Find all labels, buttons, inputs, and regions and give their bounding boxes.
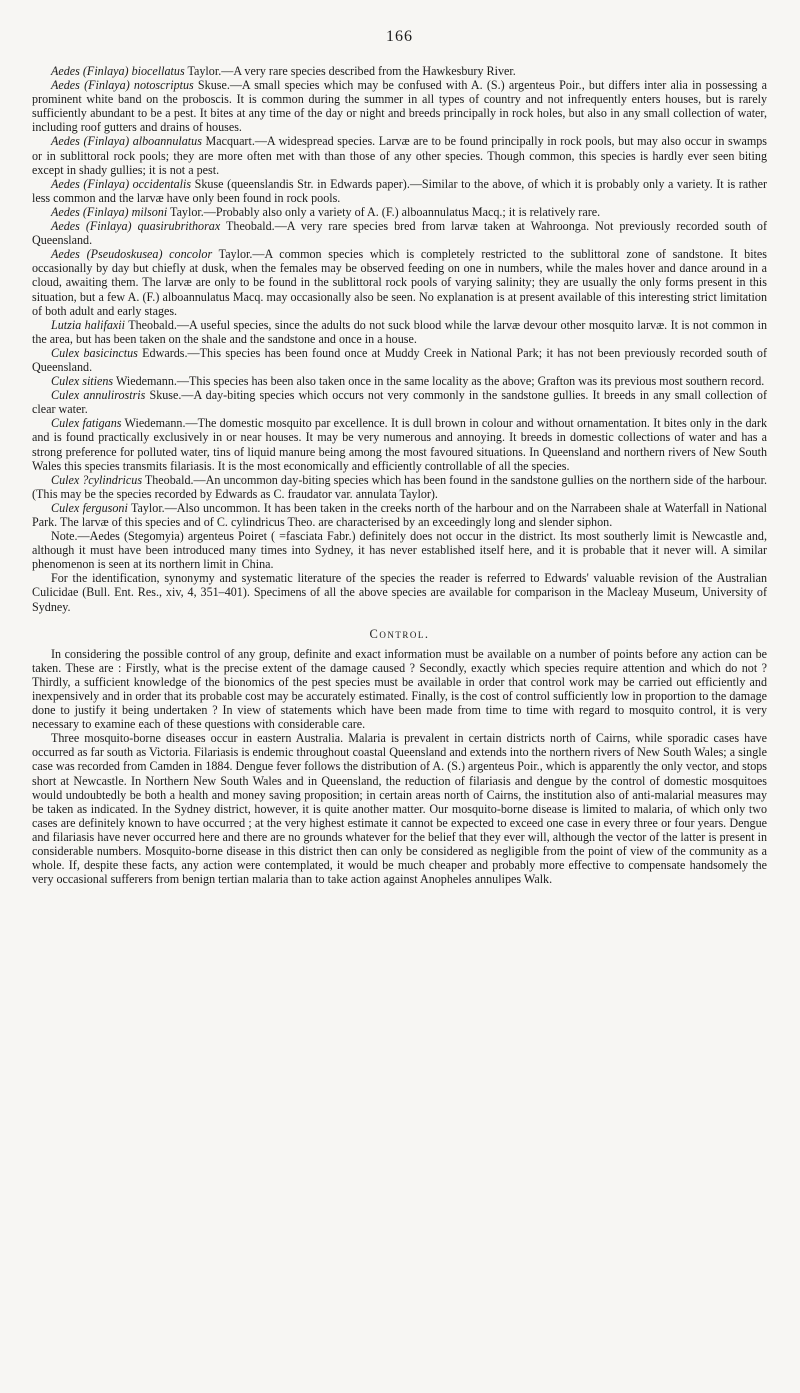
species-name: Culex fatigans xyxy=(51,416,122,431)
species-name: Culex sitiens xyxy=(51,374,114,389)
species-name: Aedes (Finlaya) notoscriptus xyxy=(51,78,194,93)
species-paragraph xyxy=(32,64,767,78)
species-paragraph xyxy=(32,501,767,529)
species-name: Aedes (Finlaya) alboannulatus xyxy=(51,134,202,149)
species-paragraph xyxy=(32,78,767,134)
species-description: Taylor.—Also uncommon. It has been taken in the creeks north of the harbour and on the Narrabeen shale at Waterfall in National Park. The larvæ of this species and of C. cylindricus Theo. are characterised by an exceedingly long and slender siphon. xyxy=(32,500,767,529)
species-description: Skuse (queenslandis Str. in Edwards paper).—Similar to the above, of which it is probably only a variety. It is rather less common and the larvæ have only been found in rock pools. xyxy=(32,176,768,205)
species-name: Aedes (Finlaya) milsoni xyxy=(51,204,168,219)
section-heading-control: Control. xyxy=(369,626,430,641)
species-paragraph xyxy=(32,177,767,205)
reference-paragraph xyxy=(32,571,767,613)
note-paragraph xyxy=(32,529,767,571)
species-paragraph xyxy=(32,346,767,374)
species-paragraph xyxy=(32,205,767,219)
species-description: Wiedemann.—The domestic mosquito par excellence. It is dull brown in colour and without ornamentation. It bites only in the dark and is found practically exclusively in or near houses. It may be very numerous and annoying. It breeds in domestic collections of water and has a strong preference for polluted water, tins of liquid manure being among the most favoured situations. In Queensland and northern rivers of New South Wales this species transmits filariasis. It is the most economically and efficiently controllable of all the species. xyxy=(32,416,767,473)
species-description: Skuse.—A small species which may be confused with A. (S.) argenteus Poir., but differs inter alia in possessing a prominent white band on the proboscis. It is common during the summer in all types of country and not infrequently enters houses, but is rarely sufficiently abundant to be a pest. It bites at any time of the day or night and breeds principally in rock holes, but also in any small collection of water, including roof gutters and drains of houses. xyxy=(32,78,767,135)
species-paragraph xyxy=(32,473,767,501)
species-description: Wiedemann.—This species has been also taken once in the same locality as the above; Grafton was its previous most southern record. xyxy=(113,374,765,389)
species-name: Aedes (Pseudoskusea) concolor xyxy=(51,247,213,262)
species-paragraph xyxy=(32,247,767,317)
species-description: Theobald.—A useful species, since the adults do not suck blood while the larvæ devour other mosquito larvæ. It is not common in the area, but has been taken on the shale and the sandstone and once in a house. xyxy=(32,317,767,346)
species-paragraph xyxy=(32,416,767,472)
species-description: Theobald.—An uncommon day-biting species which has been found in the sandstone gullies on the northern side of the harbour. (This may be the species recorded by Edwards as C. fraudator var. annulata Taylor). xyxy=(32,472,767,501)
species-name: Culex annulirostris xyxy=(51,388,146,403)
page-number: 166 xyxy=(386,28,413,45)
species-description: Edwards.—This species has been found once at Muddy Creek in National Park; it has not been previously recorded south of Queensland. xyxy=(32,345,767,374)
species-paragraph xyxy=(32,219,767,247)
species-description: Skuse.—A day-biting species which occurs not very commonly in the sandstone gullies. It breeds in any small collection of clear water. xyxy=(32,388,767,417)
species-list xyxy=(32,64,767,614)
species-name: Culex ?cylindricus xyxy=(51,472,143,487)
species-name: Lutzia halifaxii xyxy=(51,317,125,332)
species-name: Aedes (Finlaya) quasirubrithorax xyxy=(51,219,221,234)
species-description: Taylor.—Probably also only a variety of A. (F.) alboannulatus Macq.; it is relatively rare. xyxy=(167,204,601,219)
species-paragraph xyxy=(32,318,767,346)
species-name: Aedes (Finlaya) biocellatus xyxy=(51,64,185,78)
species-description: Taylor.—A very rare species described from the Hawkesbury River. xyxy=(184,64,516,78)
species-paragraph xyxy=(32,134,767,176)
species-name: Culex fergusoni xyxy=(51,500,128,515)
control-paragraph: In considering the possible control of any group, definite and exact information must be available on a number of points before any action can be taken. These are : Firstly, what is the precise extent of the damage caused ? Secondly, exactly which species require attention and which do not ? Thirdly, a sufficient knowledge of the bionomics of the pest species must be available in order that control work may be carried out efficiently and inexpensively and in order that its probable cost may be accurately estimated. Finally, is the cost of control sufficiently low in proportion to the damage done to justify it being undertaken ? In view of statements which have been made from time to time with regard to mosquito control, it is very necessary to examine each of these questions with considerable care. xyxy=(32,646,767,732)
reference-text: For the identification, synonymy and systematic literature of the species the reader is referred to Edwards' valuable revision of the Australian Culicidae (Bull. Ent. Res., xiv, 4, 351–401). Specimens of all the above species are available for comparison in the Macleay Museum, University of Sydney. xyxy=(32,571,767,614)
species-name: Culex basicinctus xyxy=(51,345,138,360)
species-name: Aedes (Finlaya) occidentalis xyxy=(51,176,192,191)
species-description: Taylor.—A common species which is completely restricted to the sublittoral zone of sandstone. It bites occasionally by day but chiefly at dusk, when the females may be observed feeding on one in numbers, while the males hover and dance around in a cloud, awaiting them. The larvæ are only to be found in the sublittoral rock pools of varying salinity; they are usually the only forms present in this situation, but a few A. (F.) alboannulatus Macq. may occasionally also be seen. No explanation is at present available of this interesting strict limitation of both adult and early stages. xyxy=(32,247,767,318)
control-paragraph: Three mosquito-borne diseases occur in eastern Australia. Malaria is prevalent in certain districts north of Cairns, while sporadic cases have occurred as far south as Victoria. Filariasis is endemic throughout coastal Queensland and extends into the northern rivers of New South Wales; a single case was recorded from Camden in 1884. Dengue fever follows the distribution of A. (S.) argenteus Poir., which is apparently the only vector, and stops short at Newcastle. In Northern New South Wales and in Queensland, the reduction of filariasis and dengue by the control of domestic mosquitoes would undoubtedly be both a health and money saving proposition; in certain areas north of Cairns, the institution also of anti-malarial measures may be taken as indicated. In the Sydney district, however, it is quite another matter. Our mosquito-borne disease is limited to malaria, of which only two cases are definitely known to have occurred ; at the very highest estimate it cannot be expected to exceed one case in every three or four years. Dengue and filariasis have never occurred here and there are no grounds whatever for the belief that they ever will, although the vector of the latter is present in considerable numbers. Mosquito-borne disease in this district then can only be considered as negligible from the point of view of the community as a whole. If, despite these facts, any action were contemplated, it would be much cheaper and probably more effective to compensate handsomely the very occasional sufferers from benign tertian malaria than to take action against Anopheles annulipes Walk. xyxy=(32,731,767,887)
note-text: Note.—Aedes (Stegomyia) argenteus Poiret ( =fasciata Fabr.) definitely does not occur in the district. Its most southerly limit is Newcastle and, although it must have been introduced many times into Sydney, it has never established itself here, and it is probable that it never will. A similar phenomenon is seen at its northern limit in China. xyxy=(32,529,767,572)
species-paragraph xyxy=(32,374,767,388)
species-description: Theobald.—A very rare species bred from larvæ taken at Wahroonga. Not previously recorded south of Queensland. xyxy=(32,219,767,248)
species-description: Macquart.—A widespread species. Larvæ are to be found principally in rock pools, but may also occur in swamps or in sublittoral rock pools; they are more often met with than those of any other species. Though common, this species is hardly ever seen biting except in shady gullies; it is not a pest. xyxy=(32,134,767,177)
control-section xyxy=(32,647,767,887)
species-paragraph xyxy=(32,388,767,416)
